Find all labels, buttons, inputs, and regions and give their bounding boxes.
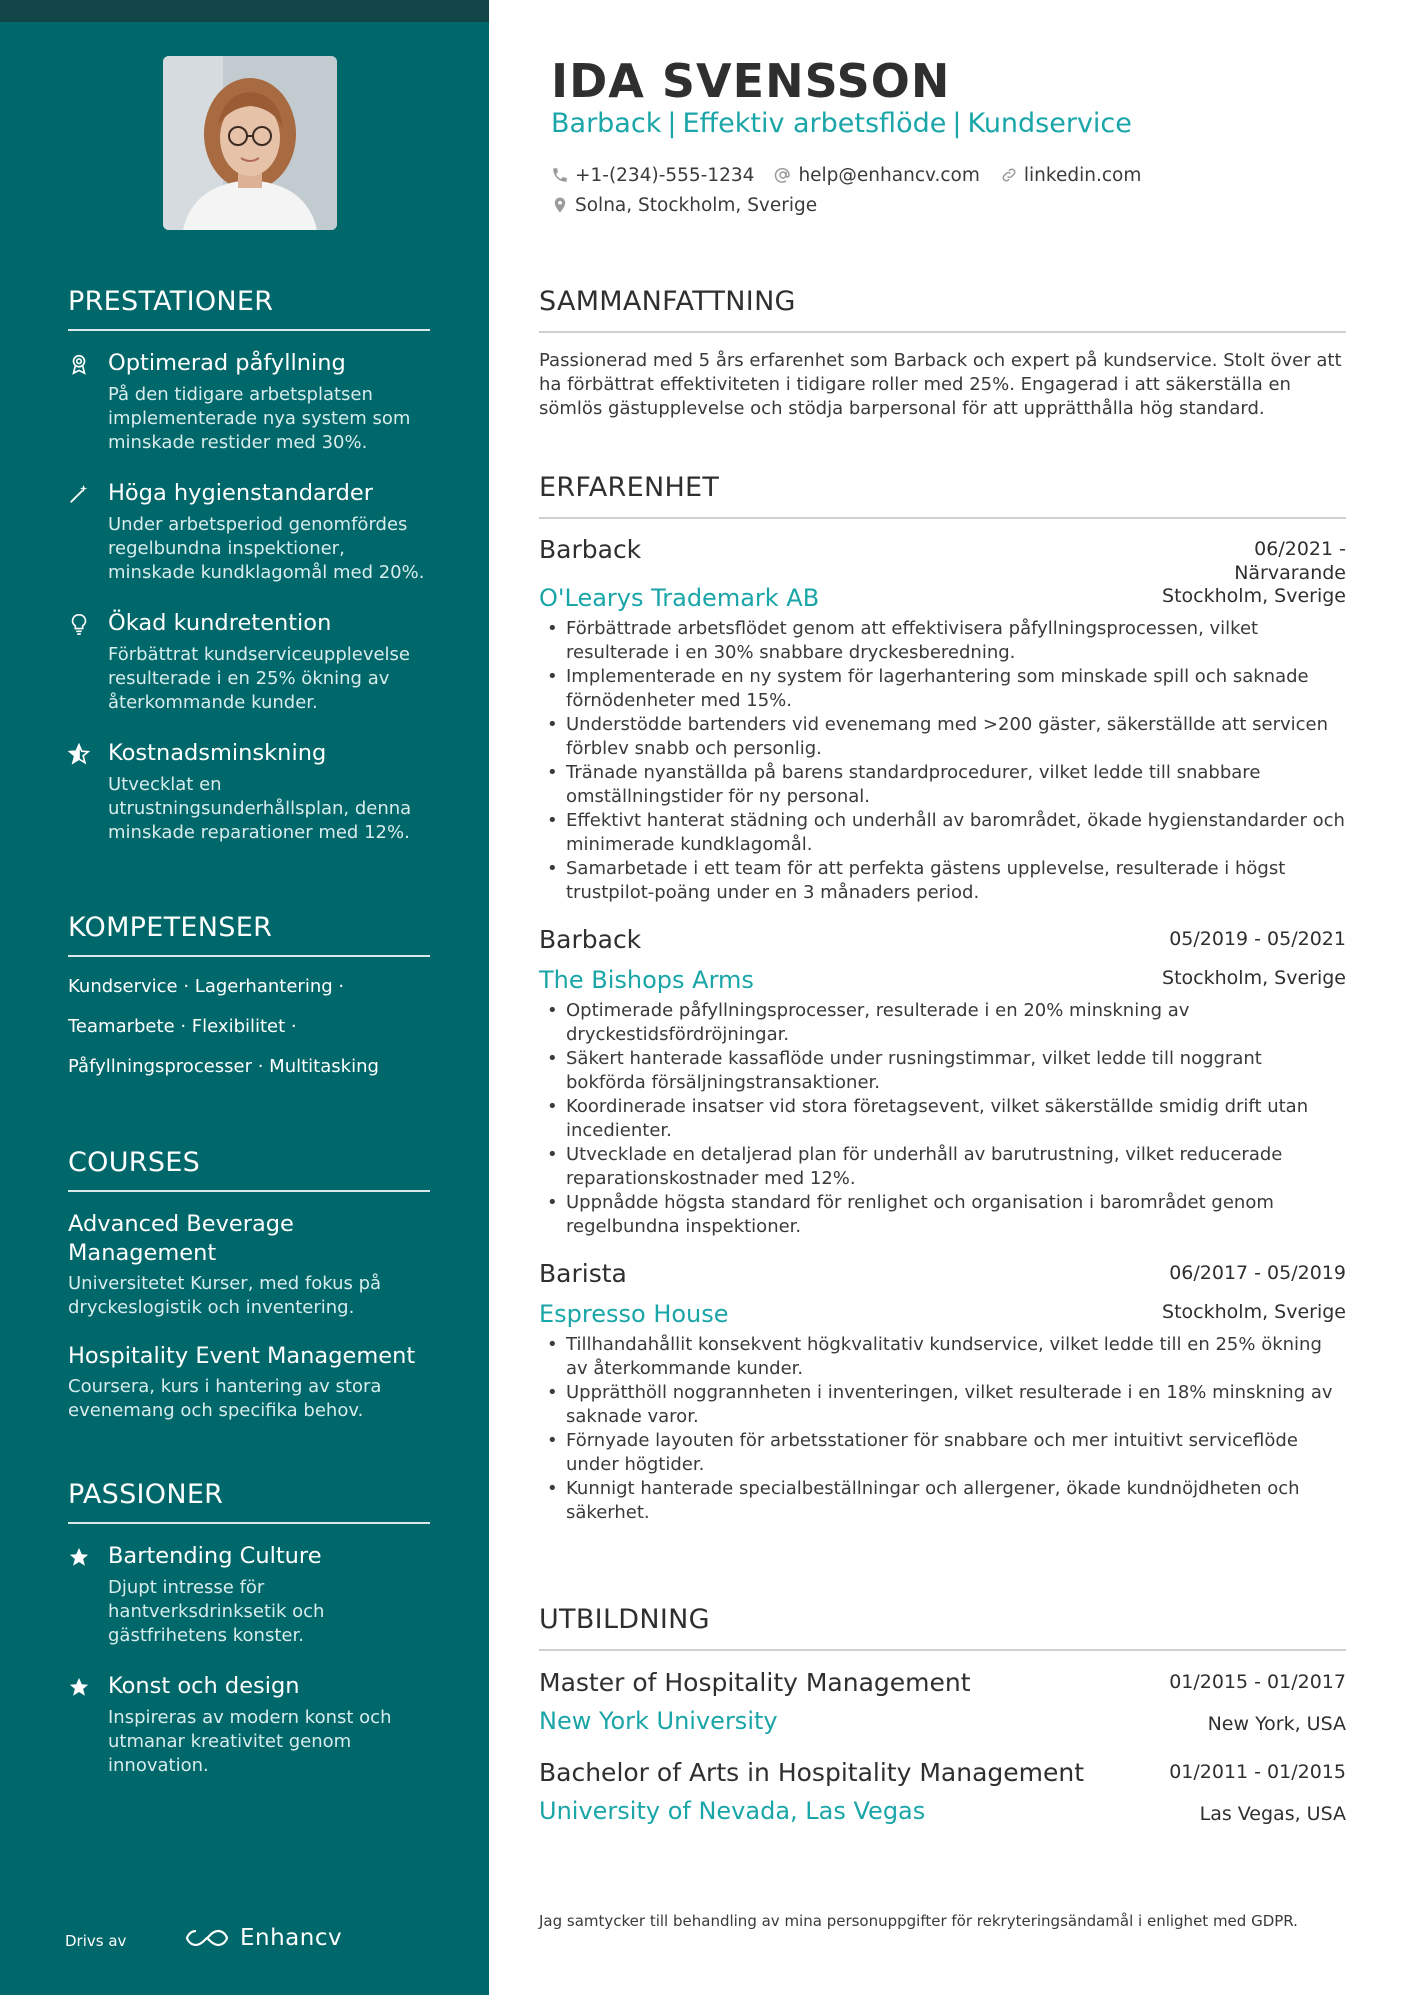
achievement-item bbox=[68, 609, 430, 715]
sidebar-top-bar bbox=[0, 0, 489, 22]
tagline: Barback | Effektiv arbetsflöde | Kundservice bbox=[551, 108, 1132, 139]
passion-desc: Inspireras av modern konst och utmanar kreativitet genom innovation. bbox=[108, 1707, 392, 1776]
achievement-title: Optimerad påfyllning bbox=[108, 350, 346, 376]
education-location: New York, USA bbox=[1207, 1713, 1346, 1735]
summary-text: Passionerad med 5 års erfarenhet som Barback och expert på kundservice. Stolt över att ha förbättrat effektiviteten i tidigare roller med 25%. Engagerad i att säkerställa en sömlös gästupplevelse och stödja barpersonal för att upprätthålla hög standard. bbox=[539, 350, 1342, 419]
job-company: Espresso House bbox=[539, 1300, 729, 1328]
skills-line: Teamarbete · Flexibilitet · bbox=[68, 1016, 297, 1037]
passion-item bbox=[68, 1672, 430, 1778]
education-entry bbox=[539, 1757, 1346, 1827]
job-company: O'Learys Trademark AB bbox=[539, 584, 820, 612]
location-pin-icon bbox=[551, 196, 569, 214]
tagline-item: Barback bbox=[551, 108, 662, 139]
passions-heading: PASSIONER bbox=[68, 1479, 430, 1524]
job-bullet: • Tränade nyanställda på barens standardprocedurer, vilket ledde till snabbare omställningstider för ny personal. bbox=[539, 761, 1346, 809]
job-location: Stockholm, Sverige bbox=[1162, 967, 1346, 989]
skills-line: Påfyllningsprocesser · Multitasking bbox=[68, 1056, 379, 1077]
job-bullet: • Upprätthöll noggrannheten i inventeringen, vilket resulterade i en 18% minskning av saknade varor. bbox=[539, 1381, 1346, 1429]
magic-wand-icon bbox=[68, 483, 90, 505]
main-content bbox=[489, 0, 1410, 1995]
email-contact[interactable] bbox=[774, 165, 979, 186]
achievement-desc: Under arbetsperiod genomfördes regelbundna inspektioner, minskade kundklagomål med 20%. bbox=[108, 514, 425, 583]
passion-item bbox=[68, 1542, 430, 1648]
skills-section bbox=[68, 912, 430, 1095]
job-bullet: • Koordinerade insatser vid stora företagsevent, vilket säkerställde smidig drift utan incedienter. bbox=[539, 1095, 1346, 1143]
lightbulb-icon bbox=[68, 613, 90, 635]
link-icon bbox=[1000, 166, 1018, 184]
tagline-item: Kundservice bbox=[967, 108, 1132, 139]
phone-text: +1-(234)-555-1234 bbox=[575, 164, 755, 186]
education-school: New York University bbox=[539, 1707, 778, 1735]
course-item bbox=[68, 1210, 430, 1320]
education-date: 01/2015 - 01/2017 bbox=[1169, 1671, 1346, 1693]
job-title: Barback bbox=[539, 535, 642, 564]
education-school: University of Nevada, Las Vegas bbox=[539, 1797, 926, 1825]
course-desc: Universitetet Kurser, med fokus på dryckeslogistik och inventering. bbox=[68, 1273, 382, 1318]
achievement-title: Höga hygienstandarder bbox=[108, 480, 374, 506]
job-date: 05/2019 - 05/2021 bbox=[1169, 928, 1346, 950]
education-degree: Master of Hospitality Management bbox=[539, 1668, 971, 1697]
location-contact bbox=[551, 195, 817, 216]
job-bullet: • Samarbetade i ett team för att perfekta gästens upplevelse, resulterade i högst trustpilot-poäng under en 3 månaders period. bbox=[539, 857, 1346, 905]
star-icon bbox=[68, 1676, 90, 1698]
job-location: Stockholm, Sverige bbox=[1162, 585, 1346, 607]
job-title: Barista bbox=[539, 1259, 627, 1288]
course-title: Hospitality Event Management bbox=[68, 1343, 416, 1369]
skills-line: Kundservice · Lagerhantering · bbox=[68, 976, 345, 997]
achievement-item bbox=[68, 739, 430, 845]
job-bullets bbox=[539, 999, 1346, 1239]
profile-photo bbox=[163, 56, 337, 230]
achievement-title: Kostnadsminskning bbox=[108, 740, 327, 766]
course-title: Advanced Beverage Management bbox=[68, 1211, 294, 1266]
job-bullet: • Förbättrade arbetsflödet genom att effektivisera påfyllningsprocessen, vilket resulterade i en 30% snabbare dryckesberedning. bbox=[539, 617, 1346, 665]
achievement-desc: På den tidigare arbetsplatsen implementerade nya system som minskade restider med 30%. bbox=[108, 384, 411, 453]
at-icon bbox=[774, 166, 792, 184]
passions-section bbox=[68, 1479, 430, 1802]
courses-heading: COURSES bbox=[68, 1147, 430, 1192]
job-title: Barback bbox=[539, 925, 642, 954]
email-text: help@enhancv.com bbox=[798, 164, 980, 186]
phone-contact[interactable] bbox=[551, 165, 754, 186]
phone-icon bbox=[551, 166, 569, 184]
job-bullet: • Uppnådde högsta standard för renlighet och organisation i barområdet genom regelbundna inspektioner. bbox=[539, 1191, 1346, 1239]
course-desc: Coursera, kurs i hantering av stora evenemang och specifika behov. bbox=[68, 1376, 382, 1421]
job-entry bbox=[539, 535, 1346, 905]
tagline-item: Effektiv arbetsflöde bbox=[682, 108, 947, 139]
education-degree: Bachelor of Arts in Hospitality Management bbox=[539, 1758, 1085, 1787]
enhancv-logo-icon bbox=[184, 1926, 230, 1950]
achievement-item bbox=[68, 479, 430, 585]
enhancv-logo[interactable] bbox=[184, 1925, 342, 1951]
job-entry bbox=[539, 1259, 1346, 1525]
experience-section bbox=[539, 472, 1346, 1545]
education-entry bbox=[539, 1667, 1346, 1737]
powered-by-label: Drivs av bbox=[65, 1932, 127, 1950]
summary-section bbox=[539, 286, 1346, 421]
passion-desc: Djupt intresse för hantverksdrinksetik och gästfrihetens konster. bbox=[108, 1577, 325, 1646]
sidebar bbox=[0, 0, 489, 1995]
contact-info bbox=[551, 160, 1161, 220]
job-bullet: • Optimerade påfyllningsprocesser, resulterade i en 20% minskning av dryckestidsfördröjningar. bbox=[539, 999, 1346, 1047]
courses-section bbox=[68, 1147, 430, 1445]
summary-heading: SAMMANFATTNING bbox=[539, 286, 1346, 333]
achievement-title: Ökad kundretention bbox=[108, 610, 332, 636]
achievement-desc: Utvecklat en utrustningsunderhållsplan, denna minskade reparationer med 12%. bbox=[108, 774, 412, 843]
job-entry bbox=[539, 925, 1346, 1239]
achievement-desc: Förbättrat kundserviceupplevelse resulterade i en 25% ökning av återkommande kunder. bbox=[108, 644, 411, 713]
job-bullet: • Kunnigt hanterade specialbeställningar och allergener, ökade kundnöjdheten och säkerhet. bbox=[539, 1477, 1346, 1525]
gdpr-consent: Jag samtycker till behandling av mina personuppgifter för rekryteringsändamål i enlighet med GDPR. bbox=[539, 1912, 1298, 1930]
linkedin-contact[interactable] bbox=[1000, 165, 1141, 186]
passion-title: Bartending Culture bbox=[108, 1543, 322, 1569]
enhancv-brand-text: Enhancv bbox=[240, 1925, 343, 1951]
job-bullet: • Förnyade layouten för arbetsstationer för snabbare och mer intuitivt serviceflöde under högtider. bbox=[539, 1429, 1346, 1477]
job-date: 06/2017 - 05/2019 bbox=[1169, 1262, 1346, 1284]
job-company: The Bishops Arms bbox=[539, 966, 754, 994]
education-section bbox=[539, 1604, 1346, 1847]
candidate-name: IDA SVENSSON bbox=[551, 54, 951, 108]
award-icon bbox=[68, 353, 90, 375]
education-heading: UTBILDNING bbox=[539, 1604, 1346, 1651]
job-bullet: • Understödde bartenders vid evenemang med >200 gäster, säkerställde att servicen förblev snabb och personlig. bbox=[539, 713, 1346, 761]
achievements-heading: PRESTATIONER bbox=[68, 286, 430, 331]
job-bullets bbox=[539, 617, 1346, 905]
job-bullets bbox=[539, 1333, 1346, 1525]
passion-title: Konst och design bbox=[108, 1673, 300, 1699]
star-half-icon bbox=[68, 743, 90, 765]
location-text: Solna, Stockholm, Sverige bbox=[575, 194, 818, 216]
skills-heading: KOMPETENSER bbox=[68, 912, 430, 957]
course-item bbox=[68, 1342, 430, 1423]
job-bullet: • Effektivt hanterat städning och underhåll av barområdet, ökade hygienstandarder och minimerade kundklagomål. bbox=[539, 809, 1346, 857]
star-icon bbox=[68, 1546, 90, 1568]
job-date: 06/2021 - Närvarande bbox=[1234, 538, 1346, 584]
education-date: 01/2011 - 01/2015 bbox=[1169, 1761, 1346, 1783]
job-bullet: • Implementerade en ny system för lagerhantering som minskade spill och saknade förnödenheter med 15%. bbox=[539, 665, 1346, 713]
job-bullet: • Tillhandahållit konsekvent högkvalitativ kundservice, vilket ledde till en 25% ökning av återkommande kunder. bbox=[539, 1333, 1346, 1381]
achievement-item bbox=[68, 349, 430, 455]
education-location: Las Vegas, USA bbox=[1199, 1803, 1346, 1825]
linkedin-text: linkedin.com bbox=[1023, 164, 1142, 186]
job-location: Stockholm, Sverige bbox=[1162, 1301, 1346, 1323]
job-bullet: • Säkert hanterade kassaflöde under rusningstimmar, vilket ledde till noggrant bokförda försäljningstransaktioner. bbox=[539, 1047, 1346, 1095]
experience-heading: ERFARENHET bbox=[539, 472, 1346, 519]
job-bullet: • Utvecklade en detaljerad plan för underhåll av barutrustning, vilket reducerade reparationskostnader med 12%. bbox=[539, 1143, 1346, 1191]
achievements-section bbox=[68, 286, 430, 869]
